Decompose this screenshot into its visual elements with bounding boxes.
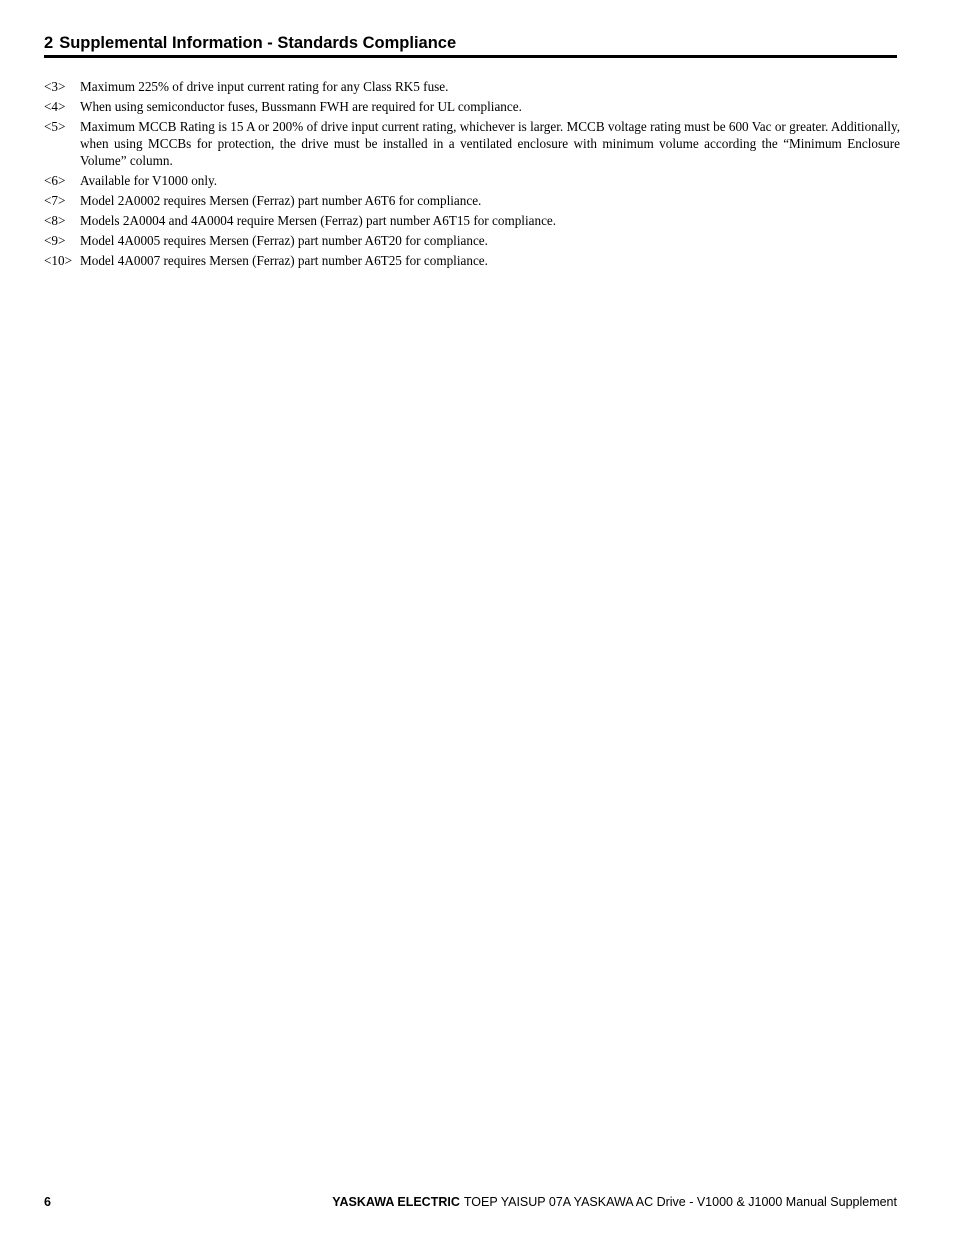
footnote-marker: <8> [44, 213, 66, 228]
footnote-marker: <6> [44, 173, 66, 188]
footnote-text: Model 4A0005 requires Mersen (Ferraz) part number A6T20 for compliance. [80, 233, 488, 248]
footer-document-title: TOEP YAISUP 07A YASKAWA AC Drive - V1000 & J1000 Manual Supplement [463, 1195, 897, 1209]
footnote-text: Model 2A0002 requires Mersen (Ferraz) part number A6T6 for compliance. [80, 193, 482, 208]
footnote-marker: <9> [44, 233, 66, 248]
footnote-text: When using semiconductor fuses, Bussmann FWH are required for UL compliance. [80, 99, 522, 114]
footer-brand: YASKAWA ELECTRIC [332, 1195, 460, 1209]
footnote-text: Maximum 225% of drive input current rating for any Class RK5 fuse. [80, 79, 449, 94]
footnote-text: Model 4A0007 requires Mersen (Ferraz) part number A6T25 for compliance. [80, 253, 488, 268]
footnote-marker: <4> [44, 99, 66, 114]
section-number: 2 [44, 34, 54, 52]
section-title: Supplemental Information - Standards Compliance [59, 34, 457, 52]
footnote-text: Available for V1000 only. [80, 173, 218, 188]
page-footer [44, 1194, 897, 1212]
footnote-item [44, 172, 900, 189]
footnote-item [44, 192, 900, 209]
footnote-item [44, 78, 900, 95]
page-header [44, 33, 897, 58]
footer-document-info [332, 1194, 897, 1210]
footnote-item [44, 118, 900, 169]
footnote-marker: <5> [44, 119, 66, 134]
footnote-list [44, 78, 900, 272]
footnote-marker: <3> [44, 79, 66, 94]
footnote-item [44, 252, 900, 269]
footnote-item [44, 232, 900, 249]
footnote-text: Maximum MCCB Rating is 15 A or 200% of drive input current rating, whichever is larger. MCCB voltage rating must be 600 Vac or greater. Additionally, when using MCCBs for protection, the drive must be installed in a ventilated enclosure with minimum volume according the “Minimum Enclosure Volume” column. [80, 119, 900, 168]
footnote-item [44, 98, 900, 115]
footnote-item [44, 212, 900, 229]
page-number: 6 [44, 1195, 51, 1209]
footnote-marker: <10> [44, 253, 73, 268]
footnote-text: Models 2A0004 and 4A0004 require Mersen (Ferraz) part number A6T15 for compliance. [80, 213, 557, 228]
footnote-marker: <7> [44, 193, 66, 208]
